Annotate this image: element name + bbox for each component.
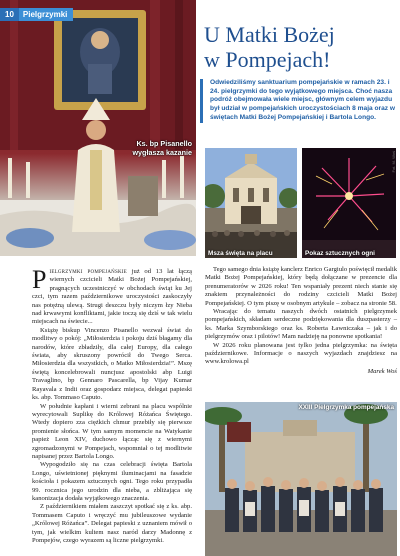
article-column-left [32, 265, 192, 545]
page-tag [0, 8, 73, 21]
article-paragraph-5: Z październikiem miałem zaszczyt spotkać się z ks. abp. Tommasem Caputo i wręczyć mu jubileuszowe wydanie „Królowej Różańca”. Delegat papieski z uznaniem mówił o tym, jak wielkim kultem nasz naród darzy Madonnę z Pompejów, czego wyrazem są liczne pielgrzymki. [32, 503, 192, 544]
sanctuary-photo-caption: Msza święta na placu [208, 250, 273, 257]
opening-smallcaps: ielgrzymki pompejańskie [49, 268, 127, 275]
article-paragraph-7: Wracając do tematu naszych dwóch ostatnich pielgrzymek pompejańskich, składam serdeczne podziękowania dla duszpasterzy – ks. Marka Szymborskiego oraz ks. Roberta Ławniczaka – jak i do pielgrzymów oraz i pilotów! Mam nadzieję na ponowne spotkania! [205, 308, 397, 341]
page-number: 10 [0, 8, 19, 21]
main-photo-caption-line1: Ks. bp Pisanello [136, 139, 192, 148]
group-photo-caption: XXIII Pielgrzymka pompejańska [298, 404, 394, 411]
group-photo-image [205, 402, 397, 556]
headline-line2: w Pompejach! [204, 47, 331, 72]
drop-cap: P [32, 265, 47, 294]
article-paragraph-6: Tego samego dnia książę kanclerz Enrico Gargiulo poświęcił medalik Matki Bożej Pompejańskiej, który będą dołączane w prezencie dla prenumeratorów w 2026 roku! Ten wspaniały prezent niech stanie się znakiem przynależności do rodziny czcicieli Matki Bożej Pompejańskiej. O tym piszę w osobnym artykule – zobacz na stronie 58. [205, 266, 397, 307]
headline-line1: U Matki Bożej [204, 22, 335, 47]
photo-credit: Fot. M. Woś [391, 151, 396, 173]
article-author: Marek Woś [367, 367, 397, 375]
headline [204, 22, 400, 72]
sanctuary-photo [205, 148, 297, 258]
group-photo [205, 402, 397, 556]
article-column-right [205, 266, 397, 376]
main-photo-image [0, 0, 196, 256]
fireworks-photo-caption: Pokaz sztucznych ogni [305, 250, 375, 257]
article-paragraph-4: Wypogodziło się na czas celebracji święta Bartola Longo, uświetnionej pięknymi iluminacjami na fasadzie kościoła i pokazem sztucznych ogni. Tego roku przypadła 99. rocznica jego urodzin dla nieba, a zbliżająca się kanonizacja dodała wyjątkowego znaczenia. [32, 461, 192, 502]
article-paragraph-8: W 2026 roku planowana jest tylko jedna pielgrzymka: na święta październikowe. Informacje o naszych wyjazdach znajdziesz na www.krolowa.pl [205, 341, 397, 366]
fireworks-photo-image [302, 148, 396, 258]
opening-rest: już od 13 lat łączą wiernych czcicieli Matki Bożej Pompejańskiej, pragnących uczestniczyć w obchodach świąt ku Jej czci, tym razem październikowe uroczystości zaskoczyły nas potężną ulewą. Strugi deszczu były niczym łzy Nieba nad krwawymi konfliktami, jakie toczą się dziś w tak wielu miejscach na świecie... [32, 268, 192, 326]
sanctuary-photo-image [205, 148, 297, 258]
lead-paragraph: Odwiedziliśmy sanktuarium pompejańskie w ramach 23. i 24. pielgrzymki do tego wyjątkowego miejsca. Choć nasza podróż obejmowała wiele miejsc, głównym celem wyjazdu był udział w pompejańskich uroczystościach 8 maja oraz w świętach Matki Bożej Pompejańskiej i Bartola Longo. [200, 79, 396, 123]
main-photo-caption [112, 139, 192, 157]
main-photo-caption-line2: wygłasza kazanie [132, 148, 192, 157]
article-paragraph-3: W południe kapłani i wierni zebrani na placu wspólnie wyrecytowali Suplikę do Królowej Różańca Świętego. Wtedy dopiero zza ciężkich chmur przebiły się pierwsze promienie słońca. W tym samym momencie na Watykanie papież Leon XIV, duchowo łącząc się z wiernymi zgromadzonymi w Pompejach, wspomniał o tej modlitwie napisanej przez Bartola Longo. [32, 402, 192, 460]
main-photo [0, 0, 196, 256]
section-label: Pielgrzymki [19, 8, 73, 21]
article-paragraph-1 [32, 265, 192, 327]
fireworks-photo [302, 148, 396, 258]
article-paragraph-2: Książę biskup Vincenzo Pisanello wezwał świat do modlitwy o pokój: „Miłosierdzia i pokoju dziś błagamy dla narodów, które zbładziły, dla całej Europy, dla całego świata, aby skruszony powrócił do Twego Serca. Miłosierdzia dla wszystkich, o Matko Miłosierdzia!”. Mszę świętą koncelebrowali nuncjusz apostolski abp Luigi Travaglino, bp Gennaro Pascarella, bp Vijay Kumar Rayavala z Indii oraz gospodarz miejsca, delegat papieski ks. abp. Tommaso Caputo. [32, 326, 192, 402]
